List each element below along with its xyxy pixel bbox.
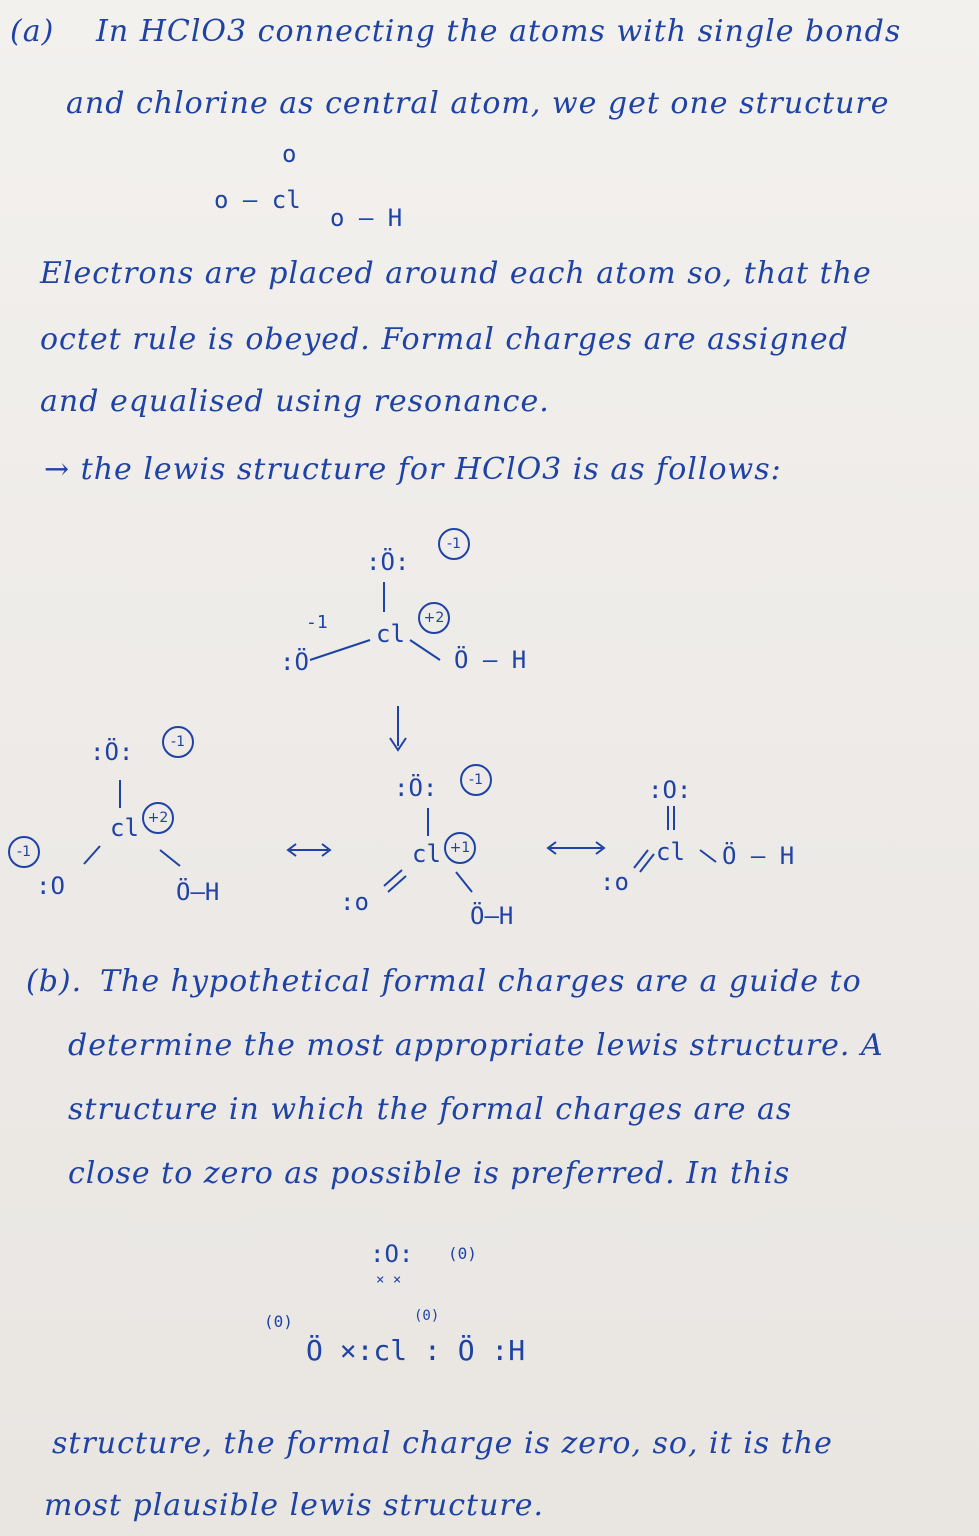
final-o-top: :O: [370,1240,414,1268]
skeleton-o-top: o [282,140,297,168]
res-left-badge-o: -1 [8,836,40,868]
part-b-line-3: structure in which the formal charges are as [68,1092,793,1127]
res-right-o: :o [600,868,629,896]
lewis-o-left: :Ö [280,648,309,676]
part-b-line-4: close to zero as possible is preferred. In this [68,1156,791,1191]
res-left-badge-cl: +2 [142,802,174,834]
charge-badge-minus: -1 [438,528,470,560]
res-right-o-top: :O: [648,776,692,804]
final-xx: × × [376,1272,402,1288]
explanation-line-1: Electrons are placed around each atom so, that the [40,256,872,291]
res-mid-cl: cl [412,840,441,868]
part-a-line-2: and chlorine as central atom, we get one structure [66,86,890,121]
res-mid-oh: Ö–H [470,902,514,930]
res-mid-o-top: :Ö: [394,774,438,802]
res-mid-badge-top: -1 [460,764,492,796]
explanation-line-3: and equalised using resonance. [40,384,550,419]
lewis-cl: cl [376,620,405,648]
part-a-line-1: In HClO3 connecting the atoms with single bonds [96,14,902,49]
res-mid-o: :o [340,888,369,916]
lewis-charge-minus1-label: -1 [306,612,328,633]
part-b-line-2: determine the most appropriate lewis structure. A [68,1028,884,1063]
res-mid-badge-cl: +1 [444,832,476,864]
final-zero-cl: (0) [414,1308,440,1324]
final-zero-left: (0) [264,1312,293,1331]
conclusion-line-2: most plausible lewis structure. [44,1488,545,1523]
charge-badge-plus2: +2 [418,602,450,634]
res-left-cl: cl [110,814,139,842]
final-structure: Ö ×:cl : Ö :H [306,1334,526,1367]
skeleton-oh: o – H [330,204,403,232]
lewis-heading: → the lewis structure for HClO3 is as follows: [44,452,782,487]
part-b-line-1: The hypothetical formal charges are a guide to [100,964,862,999]
res-left-o-top: :Ö: [90,738,134,766]
res-left-o: :O [36,872,65,900]
lewis-o-top: :Ö: [366,548,410,576]
final-zero-top: (0) [448,1244,477,1263]
res-right-cl: cl [656,838,685,866]
explanation-line-2: octet rule is obeyed. Formal charges are assigned [40,322,849,357]
res-right-oh: Ö – H [722,842,795,870]
res-left-badge-top: -1 [162,726,194,758]
conclusion-line-1: structure, the formal charge is zero, so, it is the [52,1426,833,1461]
part-a-label: (a) [10,14,55,49]
lewis-oh: Ö – H [454,646,527,674]
part-b-label: (b). [26,964,83,999]
skeleton-structure: o – cl [214,186,301,214]
res-left-oh: Ö–H [176,878,220,906]
